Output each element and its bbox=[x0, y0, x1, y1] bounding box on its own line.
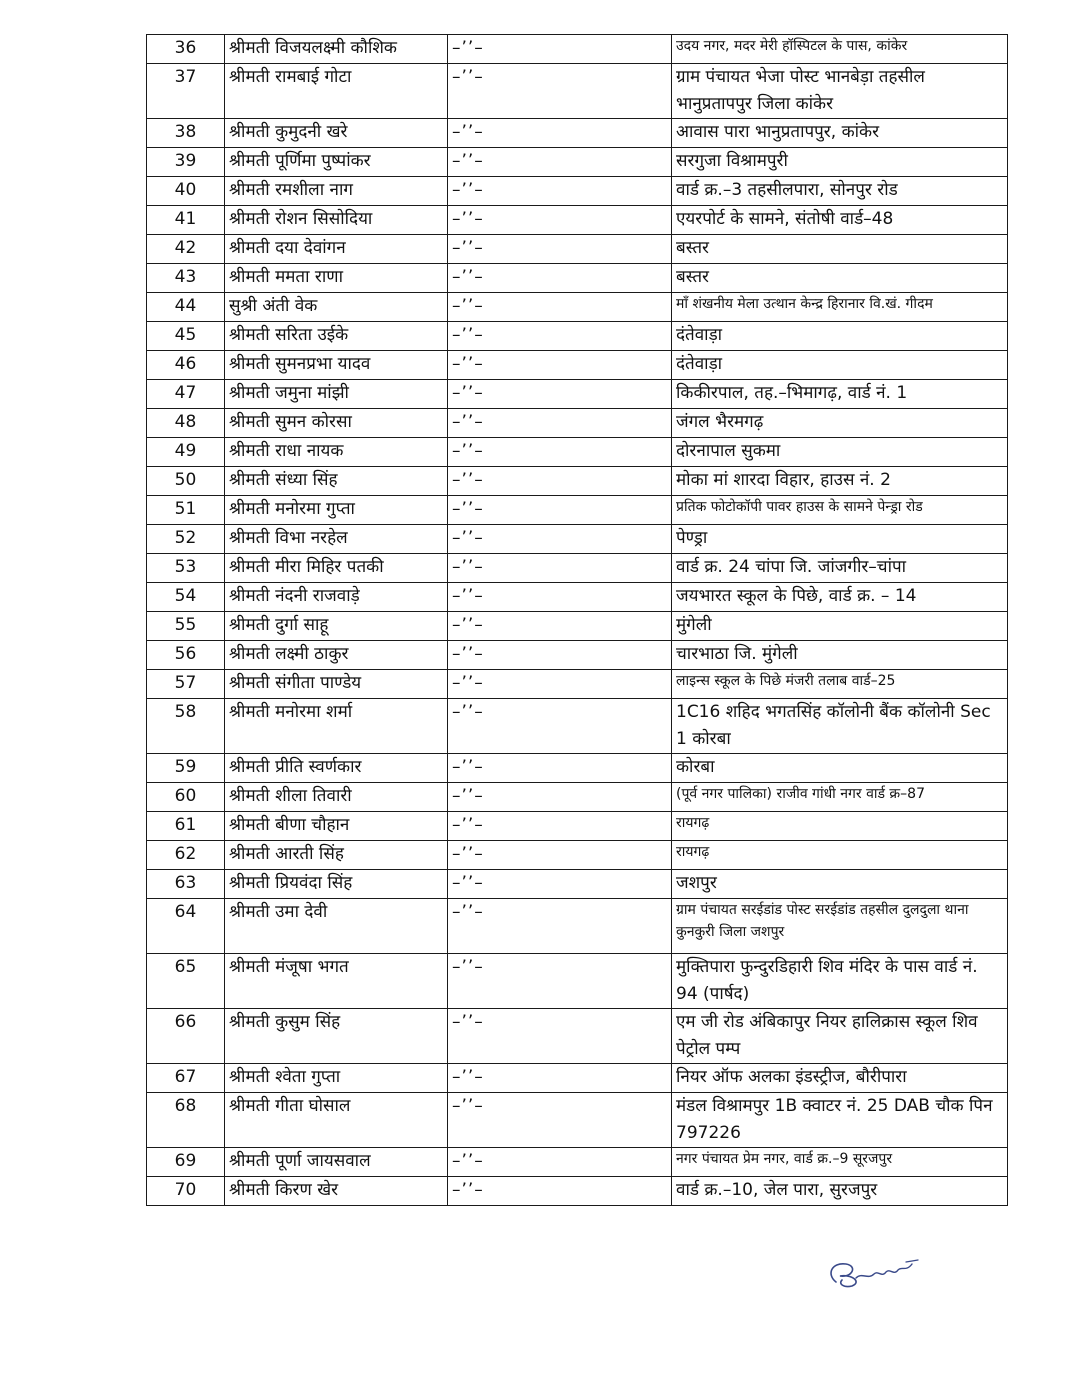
ditto-mark: –’’– bbox=[448, 35, 672, 64]
serial-number: 62 bbox=[147, 841, 225, 870]
serial-number: 53 bbox=[147, 554, 225, 583]
table-row bbox=[147, 467, 1008, 496]
ditto-mark: –’’– bbox=[448, 554, 672, 583]
member-address: रायगढ़ bbox=[672, 841, 1008, 870]
member-address: लाइन्स स्कूल के पिछे मंजरी तलाब वार्ड–25 bbox=[672, 670, 1008, 699]
member-name: श्रीमती उमा देवी bbox=[225, 899, 448, 954]
serial-number: 63 bbox=[147, 870, 225, 899]
table-row bbox=[147, 583, 1008, 612]
serial-number: 54 bbox=[147, 583, 225, 612]
serial-number: 65 bbox=[147, 954, 225, 1009]
ditto-mark: –’’– bbox=[448, 783, 672, 812]
table-row bbox=[147, 35, 1008, 64]
member-address: पेण्ड्रा bbox=[672, 525, 1008, 554]
member-address: नगर पंचायत प्रेम नगर, वार्ड क्र.–9 सूरजपुर bbox=[672, 1148, 1008, 1177]
table-row bbox=[147, 525, 1008, 554]
member-address: (पूर्व नगर पालिका) राजीव गांधी नगर वार्ड क्र–87 bbox=[672, 783, 1008, 812]
member-name: श्रीमती प्रीति स्वर्णकार bbox=[225, 754, 448, 783]
member-name: श्रीमती मंजूषा भगत bbox=[225, 954, 448, 1009]
ditto-mark: –’’– bbox=[448, 1064, 672, 1093]
member-name: श्रीमती रामबाई गोटा bbox=[225, 64, 448, 119]
table-row bbox=[147, 409, 1008, 438]
serial-number: 43 bbox=[147, 264, 225, 293]
member-address: उदय नगर, मदर मेरी हॉस्पिटल के पास, कांकेर bbox=[672, 35, 1008, 64]
serial-number: 36 bbox=[147, 35, 225, 64]
ditto-mark: –’’– bbox=[448, 641, 672, 670]
table-row bbox=[147, 870, 1008, 899]
table-row bbox=[147, 64, 1008, 119]
member-name: श्रीमती नंदनी राजवाड़े bbox=[225, 583, 448, 612]
member-name: श्रीमती संध्या सिंह bbox=[225, 467, 448, 496]
serial-number: 56 bbox=[147, 641, 225, 670]
serial-number: 67 bbox=[147, 1064, 225, 1093]
member-address: प्रतिक फोटोकॉपी पावर हाउस के सामने पेन्ड्रा रोड bbox=[672, 496, 1008, 525]
member-name: श्रीमती विभा नरहेल bbox=[225, 525, 448, 554]
table-row bbox=[147, 1009, 1008, 1064]
ditto-mark: –’’– bbox=[448, 525, 672, 554]
member-name: श्रीमती श्वेता गुप्ता bbox=[225, 1064, 448, 1093]
ditto-mark: –’’– bbox=[448, 438, 672, 467]
ditto-mark: –’’– bbox=[448, 206, 672, 235]
ditto-mark: –’’– bbox=[448, 699, 672, 754]
table-row bbox=[147, 954, 1008, 1009]
member-address: माँ शंखनीय मेला उत्थान केन्द्र हिरानार वि.खं. गीदम bbox=[672, 293, 1008, 322]
table-row bbox=[147, 670, 1008, 699]
table-row bbox=[147, 264, 1008, 293]
ditto-mark: –’’– bbox=[448, 954, 672, 1009]
serial-number: 59 bbox=[147, 754, 225, 783]
member-address: 1C16 शहिद भगतसिंह कॉलोनी बैंक कॉलोनी Sec 1 कोरबा bbox=[672, 699, 1008, 754]
table-row bbox=[147, 1177, 1008, 1206]
member-address: ग्राम पंचायत सरईडांड पोस्ट सरईडांड तहसील दुलदुला थाना कुनकुरी जिला जशपुर bbox=[672, 899, 1008, 954]
member-name: श्रीमती रोशन सिसोदिया bbox=[225, 206, 448, 235]
member-name: श्रीमती सुमन कोरसा bbox=[225, 409, 448, 438]
table-row bbox=[147, 899, 1008, 954]
member-name: श्रीमती पूर्णिमा पुष्पांकर bbox=[225, 148, 448, 177]
member-address: वार्ड क्र.–10, जेल पारा, सुरजपुर bbox=[672, 1177, 1008, 1206]
table-row bbox=[147, 841, 1008, 870]
serial-number: 38 bbox=[147, 119, 225, 148]
serial-number: 48 bbox=[147, 409, 225, 438]
signature bbox=[822, 1252, 932, 1292]
serial-number: 39 bbox=[147, 148, 225, 177]
member-name: श्रीमती विजयलक्ष्मी कौशिक bbox=[225, 35, 448, 64]
member-address: ग्राम पंचायत भेजा पोस्ट भानबेड़ा तहसील भानुप्रतापपुर जिला कांकेर bbox=[672, 64, 1008, 119]
table-row bbox=[147, 438, 1008, 467]
ditto-mark: –’’– bbox=[448, 351, 672, 380]
member-address: बस्तर bbox=[672, 264, 1008, 293]
serial-number: 66 bbox=[147, 1009, 225, 1064]
serial-number: 69 bbox=[147, 1148, 225, 1177]
table-row bbox=[147, 496, 1008, 525]
ditto-mark: –’’– bbox=[448, 64, 672, 119]
ditto-mark: –’’– bbox=[448, 322, 672, 351]
table-row bbox=[147, 754, 1008, 783]
ditto-mark: –’’– bbox=[448, 496, 672, 525]
table-row bbox=[147, 554, 1008, 583]
serial-number: 47 bbox=[147, 380, 225, 409]
ditto-mark: –’’– bbox=[448, 177, 672, 206]
member-name: श्रीमती रमशीला नाग bbox=[225, 177, 448, 206]
serial-number: 70 bbox=[147, 1177, 225, 1206]
table-row bbox=[147, 322, 1008, 351]
ditto-mark: –’’– bbox=[448, 812, 672, 841]
member-address: किकीरपाल, तह.–भिमागढ़, वार्ड नं. 1 bbox=[672, 380, 1008, 409]
ditto-mark: –’’– bbox=[448, 583, 672, 612]
member-name: श्रीमती मीरा मिहिर पतकी bbox=[225, 554, 448, 583]
member-name: श्रीमती मनोरमा शर्मा bbox=[225, 699, 448, 754]
ditto-mark: –’’– bbox=[448, 119, 672, 148]
member-name: श्रीमती प्रियवंदा सिंह bbox=[225, 870, 448, 899]
table-row bbox=[147, 177, 1008, 206]
member-name: श्रीमती बीणा चौहान bbox=[225, 812, 448, 841]
serial-number: 55 bbox=[147, 612, 225, 641]
table-row bbox=[147, 235, 1008, 264]
serial-number: 50 bbox=[147, 467, 225, 496]
serial-number: 57 bbox=[147, 670, 225, 699]
member-address: आवास पारा भानुप्रतापपुर, कांकेर bbox=[672, 119, 1008, 148]
ditto-mark: –’’– bbox=[448, 380, 672, 409]
table-row bbox=[147, 699, 1008, 754]
member-name: श्रीमती सरिता उईके bbox=[225, 322, 448, 351]
member-address: जशपुर bbox=[672, 870, 1008, 899]
member-address: सरगुजा विश्रामपुरी bbox=[672, 148, 1008, 177]
ditto-mark: –’’– bbox=[448, 1009, 672, 1064]
serial-number: 41 bbox=[147, 206, 225, 235]
table-row bbox=[147, 380, 1008, 409]
member-name: श्रीमती मनोरमा गुप्ता bbox=[225, 496, 448, 525]
serial-number: 60 bbox=[147, 783, 225, 812]
member-name: श्रीमती राधा नायक bbox=[225, 438, 448, 467]
member-name: श्रीमती आरती सिंह bbox=[225, 841, 448, 870]
member-name: श्रीमती शीला तिवारी bbox=[225, 783, 448, 812]
member-address: दोरनापाल सुकमा bbox=[672, 438, 1008, 467]
member-name: श्रीमती पूर्णा जायसवाल bbox=[225, 1148, 448, 1177]
member-name: श्रीमती जमुना मांझी bbox=[225, 380, 448, 409]
table-row bbox=[147, 351, 1008, 380]
member-name: श्रीमती गीता घोसाल bbox=[225, 1093, 448, 1148]
ditto-mark: –’’– bbox=[448, 899, 672, 954]
member-address: मुंगेली bbox=[672, 612, 1008, 641]
member-address: कोरबा bbox=[672, 754, 1008, 783]
member-address: एम जी रोड अंबिकापुर नियर हालिक्रास स्कूल शिव पेट्रोल पम्प bbox=[672, 1009, 1008, 1064]
serial-number: 45 bbox=[147, 322, 225, 351]
member-address: मोका मां शारदा विहार, हाउस नं. 2 bbox=[672, 467, 1008, 496]
member-address: वार्ड क्र.–3 तहसीलपारा, सोनपुर रोड bbox=[672, 177, 1008, 206]
ditto-mark: –’’– bbox=[448, 409, 672, 438]
serial-number: 42 bbox=[147, 235, 225, 264]
member-address: चारभाठा जि. मुंगेली bbox=[672, 641, 1008, 670]
ditto-mark: –’’– bbox=[448, 612, 672, 641]
table-row bbox=[147, 148, 1008, 177]
table-row bbox=[147, 1148, 1008, 1177]
serial-number: 68 bbox=[147, 1093, 225, 1148]
table-row bbox=[147, 783, 1008, 812]
serial-number: 40 bbox=[147, 177, 225, 206]
table-row bbox=[147, 641, 1008, 670]
serial-number: 46 bbox=[147, 351, 225, 380]
member-table bbox=[146, 34, 1008, 1206]
ditto-mark: –’’– bbox=[448, 1093, 672, 1148]
member-address: मुक्तिपारा फुन्दुरडिहारी शिव मंदिर के पास वार्ड नं. 94 (पार्षद) bbox=[672, 954, 1008, 1009]
serial-number: 49 bbox=[147, 438, 225, 467]
ditto-mark: –’’– bbox=[448, 754, 672, 783]
table-row bbox=[147, 206, 1008, 235]
serial-number: 37 bbox=[147, 64, 225, 119]
serial-number: 64 bbox=[147, 899, 225, 954]
member-address: दंतेवाड़ा bbox=[672, 322, 1008, 351]
member-name: श्रीमती ममता राणा bbox=[225, 264, 448, 293]
member-name: श्रीमती कुसुम सिंह bbox=[225, 1009, 448, 1064]
ditto-mark: –’’– bbox=[448, 467, 672, 496]
ditto-mark: –’’– bbox=[448, 293, 672, 322]
member-name: श्रीमती संगीता पाण्डेय bbox=[225, 670, 448, 699]
ditto-mark: –’’– bbox=[448, 841, 672, 870]
member-name: श्रीमती किरण खेर bbox=[225, 1177, 448, 1206]
member-address: बस्तर bbox=[672, 235, 1008, 264]
table-row bbox=[147, 1093, 1008, 1148]
table-row bbox=[147, 812, 1008, 841]
member-name: श्रीमती कुमुदनी खरे bbox=[225, 119, 448, 148]
member-address: रायगढ़ bbox=[672, 812, 1008, 841]
table-row bbox=[147, 293, 1008, 322]
member-address: नियर ऑफ अलका इंडस्ट्रीज, बौरीपारा bbox=[672, 1064, 1008, 1093]
member-address: दंतेवाड़ा bbox=[672, 351, 1008, 380]
ditto-mark: –’’– bbox=[448, 235, 672, 264]
serial-number: 58 bbox=[147, 699, 225, 754]
serial-number: 51 bbox=[147, 496, 225, 525]
member-address: जयभारत स्कूल के पिछे, वार्ड क्र. – 14 bbox=[672, 583, 1008, 612]
member-address: वार्ड क्र. 24 चांपा जि. जांजगीर–चांपा bbox=[672, 554, 1008, 583]
member-address: जंगल भैरमगढ़ bbox=[672, 409, 1008, 438]
ditto-mark: –’’– bbox=[448, 264, 672, 293]
serial-number: 44 bbox=[147, 293, 225, 322]
member-name: सुश्री अंती वेक bbox=[225, 293, 448, 322]
member-name: श्रीमती लक्ष्मी ठाकुर bbox=[225, 641, 448, 670]
ditto-mark: –’’– bbox=[448, 148, 672, 177]
ditto-mark: –’’– bbox=[448, 1177, 672, 1206]
member-address: मंडल विश्रामपुर 1B क्वाटर नं. 25 DAB चौक पिन 797226 bbox=[672, 1093, 1008, 1148]
table-row bbox=[147, 119, 1008, 148]
ditto-mark: –’’– bbox=[448, 870, 672, 899]
member-name: श्रीमती दया देवांगन bbox=[225, 235, 448, 264]
table-row bbox=[147, 1064, 1008, 1093]
serial-number: 52 bbox=[147, 525, 225, 554]
member-name: श्रीमती सुमनप्रभा यादव bbox=[225, 351, 448, 380]
member-name: श्रीमती दुर्गा साहू bbox=[225, 612, 448, 641]
serial-number: 61 bbox=[147, 812, 225, 841]
member-address: एयरपोर्ट के सामने, संतोषी वार्ड–48 bbox=[672, 206, 1008, 235]
ditto-mark: –’’– bbox=[448, 670, 672, 699]
table-row bbox=[147, 612, 1008, 641]
ditto-mark: –’’– bbox=[448, 1148, 672, 1177]
